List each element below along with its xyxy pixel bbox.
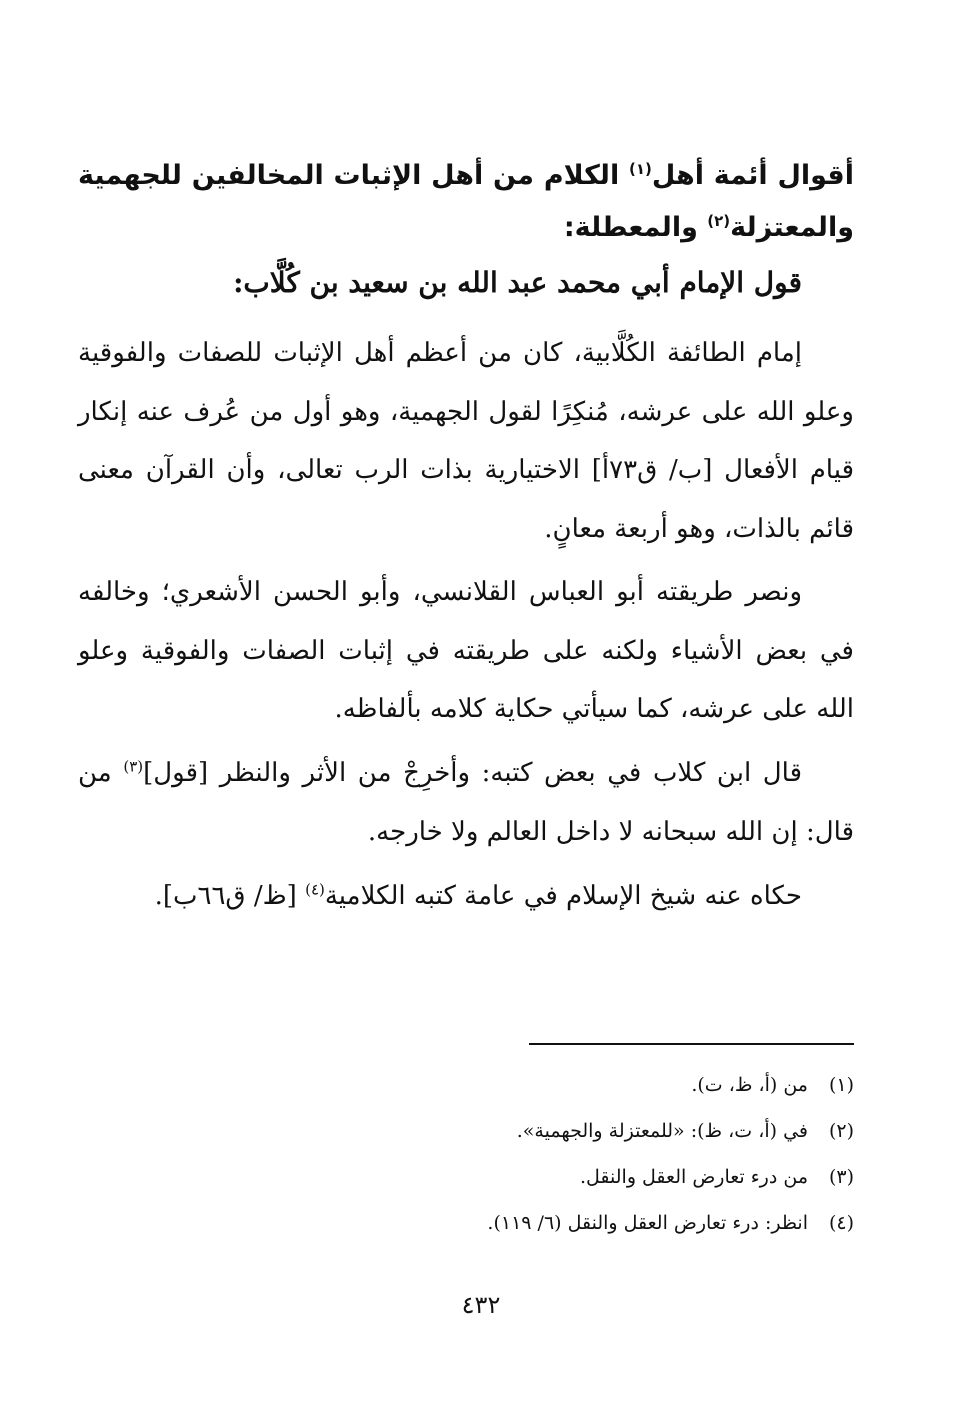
paragraph-3-part-1: قال ابن كلاب في بعض كتبه: وأخرِجْ من الأثر والنظر [قول] bbox=[143, 758, 803, 788]
footnote-number: (١) bbox=[828, 1074, 854, 1096]
heading-part-2: الكلام من أهل الإثبات المخالفين للجهمية والمعتزلة bbox=[78, 160, 854, 243]
footnote-number: (٤) bbox=[828, 1212, 854, 1234]
paragraph-3 bbox=[78, 744, 854, 861]
paragraph-4-part-2: [ظ/ ق٦٦ب]. bbox=[154, 881, 306, 911]
paragraph-1: إمام الطائفة الكُلَّابية، كان من أعظم أهل الإثبات للصفات والفوقية وعلو الله على عرشه، مُنكِرًا لقول الجهمية، وهو أول من عُرف عنه إنكار قيام الأفعال [ب/ ق٧٣أ] الاختيارية بذات الرب تعالى، وأن القرآن معنى قائم بالذات، وهو أربعة معانٍ. bbox=[78, 338, 855, 544]
footnote-divider bbox=[529, 1043, 854, 1045]
page-number: ٤٣٢ bbox=[461, 1291, 501, 1319]
footnote-3 bbox=[78, 1154, 854, 1200]
footnote-ref-2[interactable]: (٢) bbox=[707, 212, 731, 230]
footnote-ref-3[interactable]: (٣) bbox=[123, 757, 144, 776]
section-heading bbox=[78, 150, 854, 254]
footnote-ref-1[interactable]: (١) bbox=[629, 160, 652, 178]
subheading: قول الإمام أبي محمد عبد الله بن سعيد بن كُلَّاب: bbox=[233, 266, 802, 299]
paragraph-4-part-1: حكاه عنه شيخ الإسلام في عامة كتبه الكلامية bbox=[324, 881, 802, 911]
footnote-number: (٢) bbox=[828, 1120, 854, 1142]
footnote-number: (٣) bbox=[828, 1166, 854, 1188]
footnotes bbox=[78, 1062, 854, 1246]
footnote-1 bbox=[78, 1062, 854, 1108]
footnote-ref-4[interactable]: (٤) bbox=[305, 880, 325, 899]
footnote-text: من (أ، ظ، ت). bbox=[691, 1074, 808, 1096]
footnote-text: في (أ، ت، ظ): «للمعتزلة والجهمية». bbox=[516, 1120, 808, 1142]
paragraph-4 bbox=[78, 867, 854, 926]
footnote-4 bbox=[78, 1200, 854, 1246]
footnote-text: من درء تعارض العقل والنقل. bbox=[579, 1166, 808, 1188]
footnote-2 bbox=[78, 1108, 854, 1154]
paragraph-2: ونصر طريقته أبو العباس القلانسي، وأبو الحسن الأشعري؛ وخالفه في بعض الأشياء ولكنه على طريقته في إثبات الصفات والفوقية وعلو الله على عرشه، كما سيأتي حكاية كلامه بألفاظه. bbox=[78, 577, 854, 724]
heading-part-3: والمعطلة: bbox=[563, 212, 708, 243]
paragraph-3-part-2: من قال: إن الله سبحانه لا داخل العالم ولا خارجه. bbox=[78, 758, 854, 847]
heading-part-1: أقوال أئمة أهل bbox=[651, 160, 854, 191]
footnote-text: انظر: درء تعارض العقل والنقل (٦/ ١١٩). bbox=[487, 1212, 808, 1234]
